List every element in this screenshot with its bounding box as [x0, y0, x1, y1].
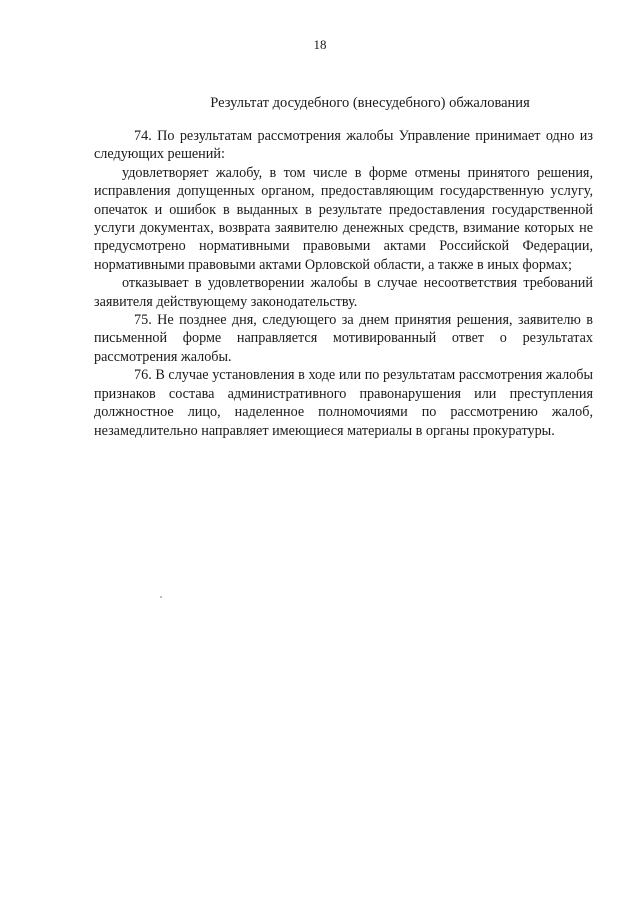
document-body — [94, 127, 593, 440]
section-title: Результат досудебного (внесудебного) обжалования — [210, 95, 530, 111]
paragraph-74: 74. По результатам рассмотрения жалобы Управление принимает одно из следующих решений: — [94, 128, 593, 163]
paragraph-74-option-refuse: отказывает в удовлетворении жалобы в случае несоответствия требований заявителя действующему законодательству. — [94, 275, 593, 310]
scan-speck — [160, 596, 162, 598]
paragraph-76: 76. В случае установления в ходе или по результатам рассмотрения жалобы признаков состава административного правонарушения или преступления должностное лицо, наделенное полномочиями по рассмотрению жалоб, незамедлительно направляет имеющиеся материалы в органы прокуратуры. — [94, 367, 593, 439]
paragraph-75: 75. Не позднее дня, следующего за днем принятия решения, заявителю в письменной форме направляется мотивированный ответ о результатах рассмотрения жалобы. — [94, 312, 593, 365]
paragraph-74-option-satisfy: удовлетворяет жалобу, в том числе в форме отмены принятого решения, исправления допущенных органом, предоставляющим государственную услугу, опечаток и ошибок в выданных в результате предоставления государственной услуги документах, возврата заявителю денежных средств, взимание которых не предусмотрено нормативными правовыми актами Российской Федерации, нормативными правовыми актами Орловской области, а также в иных формах; — [94, 164, 593, 273]
page-number: 18 — [313, 37, 327, 52]
